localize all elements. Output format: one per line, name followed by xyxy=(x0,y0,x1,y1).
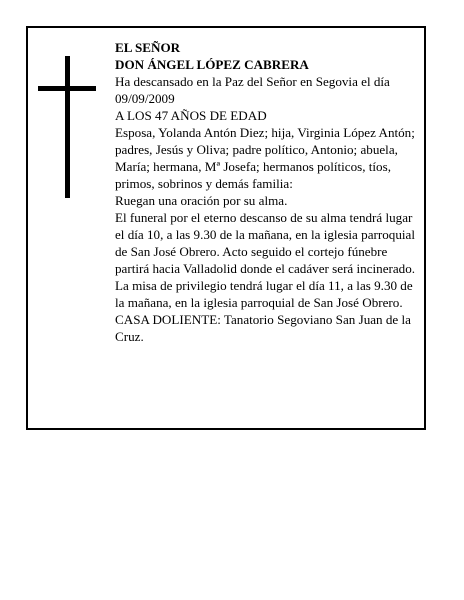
cross-horizontal-bar xyxy=(38,86,96,91)
obituary-notice xyxy=(26,26,426,430)
prayer-request: Ruegan una oración por su alma. xyxy=(115,193,288,208)
cross-vertical-bar xyxy=(65,56,70,198)
latin-cross-icon xyxy=(38,56,96,198)
family-list: Esposa, Yolanda Antón Diez; hija, Virginia López Antón; padres, Jesús y Oliva; padre político, Antonio; abuela, María; hermana, Mª Josefa; hermanos políticos, tíos, primos, sobrinos y demás familia: xyxy=(115,125,415,191)
notice-title-line1: EL SEÑOR xyxy=(115,40,181,55)
notice-text xyxy=(115,39,417,345)
funeral-details: El funeral por el eterno descanso de su alma tendrá lugar el día 10, a las 9.30 de la mañana, en la iglesia parroquial de San José Obrero. Acto seguido el cortejo fúnebre partirá hacia Valladolid donde el cadáver será incinerado. xyxy=(115,210,416,276)
mourning-house: CASA DOLIENTE: Tanatorio Segoviano San Juan de la Cruz. xyxy=(115,312,411,344)
deceased-name: DON ÁNGEL LÓPEZ CABRERA xyxy=(115,57,309,72)
age-line: A LOS 47 AÑOS DE EDAD xyxy=(115,108,267,123)
death-announcement: Ha descansado en la Paz del Señor en Segovia el día 09/09/2009 xyxy=(115,74,390,106)
mass-details: La misa de privilegio tendrá lugar el día 11, a las 9.30 de la mañana, en la iglesia parroquial de San José Obrero. xyxy=(115,278,413,310)
